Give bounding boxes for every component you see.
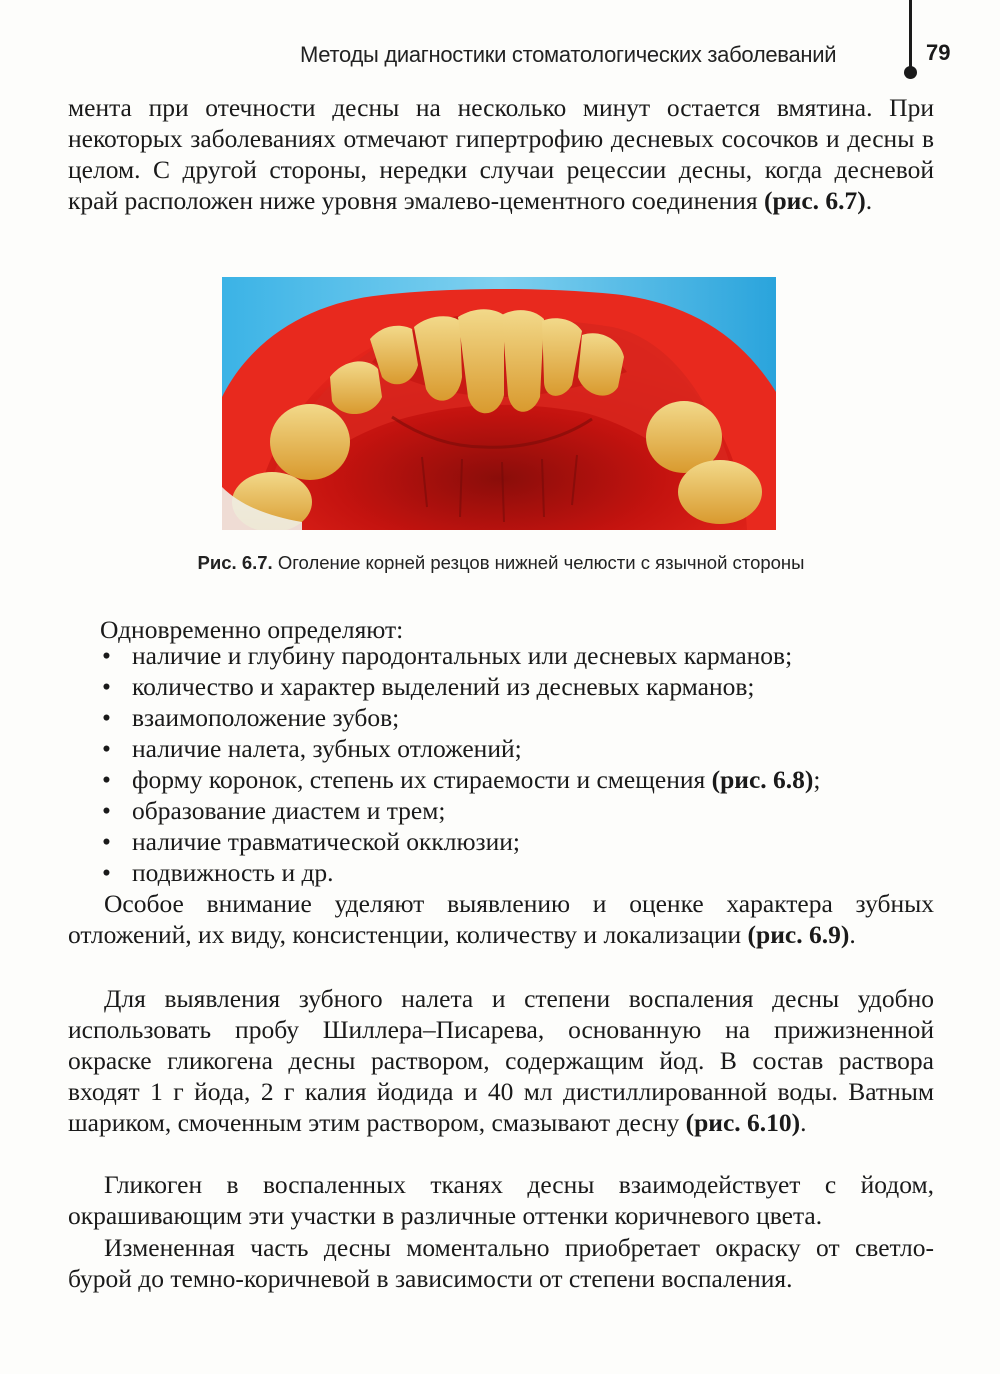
canine-tooth — [330, 361, 382, 414]
bullet-icon: • — [102, 703, 111, 732]
figure-label: Рис. 6.7. — [197, 552, 273, 573]
paragraph-schiller-pisarev: Для выявления зубного налета и степени воспаления десны удобно использовать пробу Шиллера–Писарева, основанную на прижизненной окраске гликогена десны раствором, содержащим йод. В состав раствора входят 1 г йода, 2 г калия йодида и 40 мл дистиллированной воды. Ватным шариком, смоченным этим раствором, смазывают десну (рис. 6.10). — [68, 984, 934, 1137]
bullet-icon: • — [102, 796, 111, 825]
list-item: • форму коронок, степень их стираемости и смещения (рис. 6.8); — [102, 765, 821, 794]
header-dot — [904, 66, 917, 79]
figure-ref-6-10[interactable]: (рис. 6.10) — [685, 1108, 801, 1137]
figure-ref-6-7[interactable]: (рис. 6.7) — [763, 186, 866, 215]
oral-cavity-image — [222, 277, 776, 530]
bullet-icon: • — [102, 672, 111, 701]
figure-caption-text: Оголение корней резцов нижней челюсти с язычной стороны — [272, 552, 805, 573]
paragraph-deposits: Особое внимание уделяют выявлению и оценке характера зубных отложений, их виду, консистенции, количеству и локализации (рис. 6.9). — [68, 889, 934, 949]
bullet-icon: • — [102, 734, 111, 763]
list-item: • образование диастем и трем; — [102, 796, 446, 825]
page-number: 79 — [926, 40, 951, 65]
list-item: • наличие травматической окклюзии; — [102, 827, 520, 856]
paragraph-text: мента при отечности десны на несколько минут остается вмятина. При некоторых заболеваниях отмечают гипертрофию десневых сосочков и десны в целом. С другой стороны, нередки случаи рецессии десны, когда десневой край расположен ниже уровня эмалево-цементного соединения — [68, 93, 934, 215]
bullet-icon: • — [102, 765, 111, 794]
bullet-icon: • — [102, 827, 111, 856]
list-item: • количество и характер выделений из десневых карманов; — [102, 672, 755, 701]
bullet-icon: • — [102, 641, 111, 670]
bullet-icon: • — [102, 858, 111, 887]
figure-6-7-photo — [222, 277, 776, 530]
figure-caption — [68, 552, 934, 574]
paragraph-glycogen: Гликоген в воспаленных тканях десны взаимодействует с йодом, окрашивающим эти участки в различные оттенки коричневого цвета. — [68, 1170, 934, 1230]
paragraph-recession: мента при отечности десны на несколько минут остается вмятина. При некоторых заболеваниях отмечают гипертрофию десневых сосочков и десны в целом. С другой стороны, нередки случаи рецессии десны, когда десневой край расположен ниже уровня эмалево-цементного соединения (рис. 6.7). — [68, 93, 934, 215]
assessment-list — [100, 640, 934, 888]
list-item: • наличие и глубину пародонтальных или десневых карманов; — [102, 641, 793, 670]
list-item: • наличие налета, зубных отложений; — [102, 734, 522, 763]
figure-ref-6-9[interactable]: (рис. 6.9) — [747, 920, 850, 949]
list-item: • взаимоположение зубов; — [102, 703, 400, 732]
paragraph-staining: Измененная часть десны моментально приобретает окраску от светло-бурой до темно-коричневой в зависимости от степени воспаления. — [68, 1233, 934, 1293]
header-rule — [909, 0, 912, 70]
list-intro: Одновременно определяют: — [100, 615, 404, 644]
molar-tooth — [678, 460, 762, 524]
running-header: Методы диагностики стоматологических заболеваний — [300, 42, 837, 67]
list-item: • подвижность и др. — [102, 858, 334, 887]
figure-ref-6-8[interactable]: (рис. 6.8) — [711, 765, 814, 794]
premolar-tooth — [270, 404, 350, 480]
